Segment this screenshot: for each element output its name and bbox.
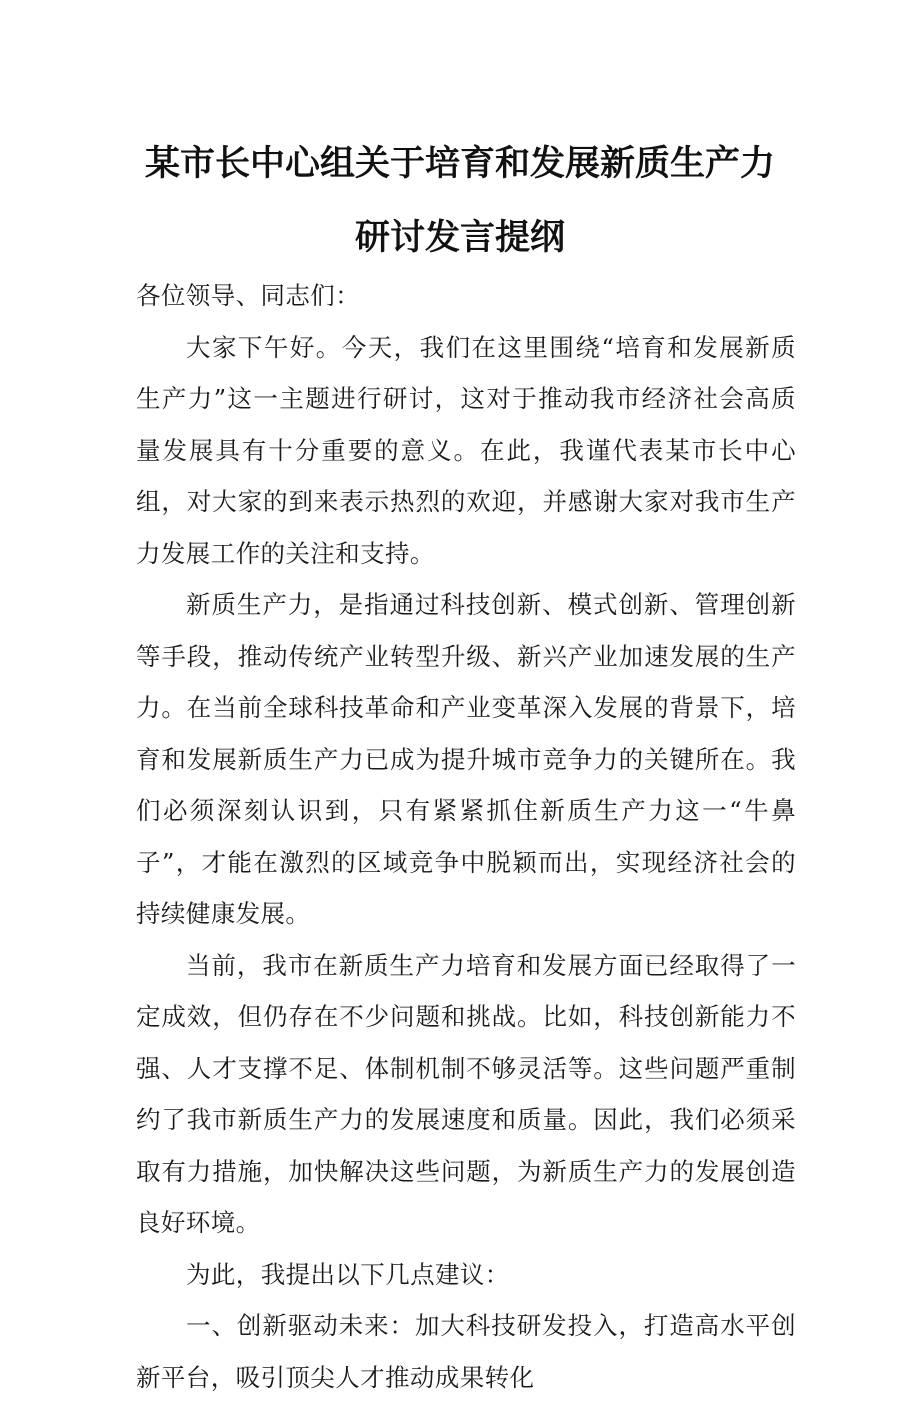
paragraph-greeting: 大家下午好。今天，我们在这里围绕“培育和发展新质生产力”这一主题进行研讨，这对于推动我市经济社会高质量发展具有十分重要的意义。在此，我谨代表某市长中心组，对大家的到来表示热烈的欢迎，并感谢大家对我市生产力发展工作的关注和支持。 [136,332,796,568]
document-body [136,270,796,1403]
paragraph-suggestions-intro: 为此，我提出以下几点建议： [186,1259,510,1289]
salutation: 各位领导、同志们： [136,281,361,310]
document-title-line-2: 研讨发言提纲 [354,218,565,258]
paragraph-current-status: 当前，我市在新质生产力培育和发展方面已经取得了一定成效，但仍存在不少问题和挑战。比如，科技创新能力不强、人才支撑不足、体制机制不够灵活等。这些问题严重制约了我市新质生产力的发展速度和质量。因此，我们必须采取有力措施，加快解决这些问题，为新质生产力的发展创造良好环境。 [136,950,796,1237]
paragraph-suggestion-1: 一、创新驱动未来：加大科技研发投入，打造高水平创新平台，吸引顶尖人才推动成果转化 [136,1311,796,1392]
paragraph-definition: 新质生产力，是指通过科技创新、模式创新、管理创新等手段，推动传统产业转型升级、新兴产业加速发展的生产力。在当前全球科技革命和产业变革深入发展的背景下，培育和发展新质生产力已成为提升城市竞争力的关键所在。我们必须深刻认识到，只有紧紧抓住新质生产力这一“牛鼻子”，才能在激烈的区域竞争中脱颖而出，实现经济社会的持续健康发展。 [136,590,796,928]
document-title-line-1: 某市长中心组关于培育和发展新质生产力 [144,144,775,184]
